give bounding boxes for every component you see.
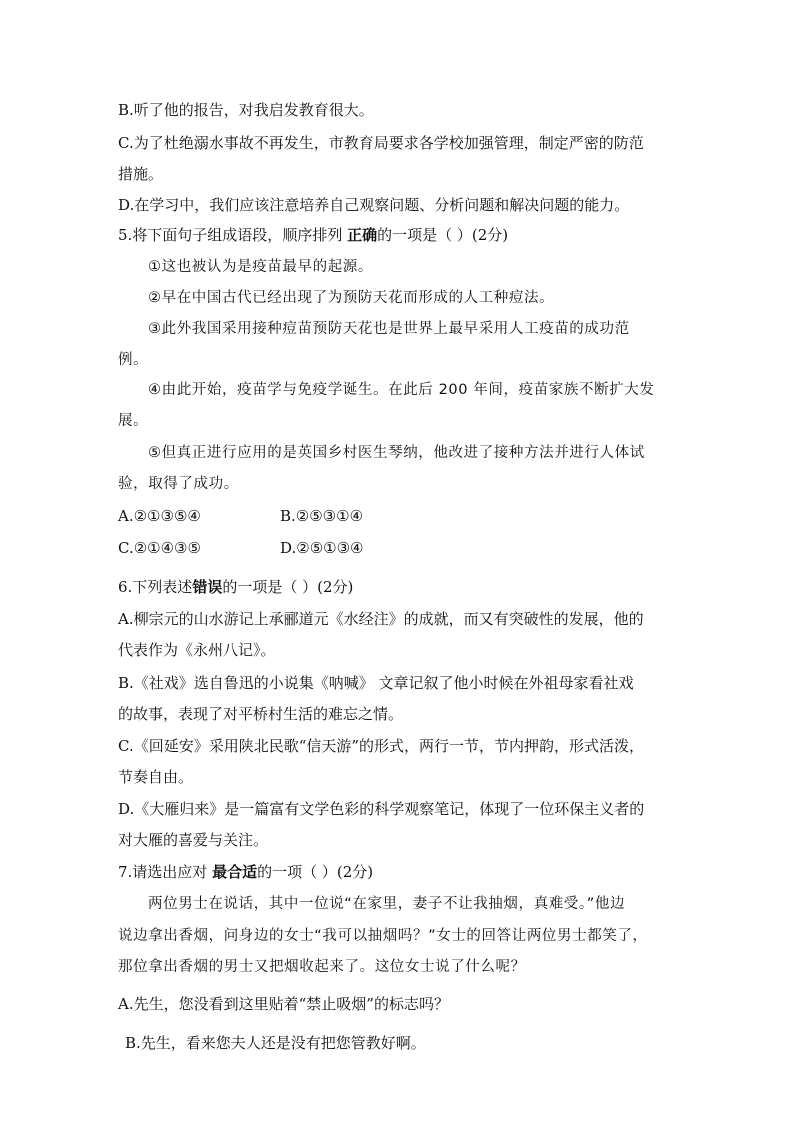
q6-option-c-line1: C.《回延安》采用陕北民歌“信天游”的形式，两行一节，节内押韵，形式活泼， (118, 737, 645, 755)
q4-option-d: D.在学习中，我们应该注意培养自己观察问题、分析问题和解决问题的能力。 (118, 196, 630, 214)
q5-stem-bold: 正确 (347, 226, 378, 244)
q5-sentence-2: ②早在中国古代已经出现了为预防天花而形成的人工种痘法。 (148, 290, 555, 306)
q6-option-a-line2: 代表作为《永州八记》。 (118, 641, 276, 659)
q5-sentence-4b: 展。 (118, 413, 149, 429)
q5-sentence-3b: 例。 (118, 352, 149, 368)
q5-sentence-3a: ③此外我国采用接种痘苗预防天花也是世界上最早采用人工疫苗的成功范 (148, 321, 630, 337)
q6-stem (118, 576, 353, 598)
q4-option-c-line1: C.为了杜绝溺水事故不再发生，市教育局要求各学校加强管理，制定严密的防范 (118, 134, 644, 152)
q4-option-c-line2: 措施。 (118, 165, 164, 183)
q7-stem-bold: 最合适 (212, 863, 258, 881)
q6-option-c-line2: 节奏自由。 (118, 768, 194, 786)
q7-passage-line2: 说边拿出香烟，问身边的女士“我可以抽烟吗？”女士的回答让两位男士都笑了， (118, 928, 648, 944)
q6-stem-post: 的一项是（ ）(2分) (222, 578, 354, 596)
q5-sentence-5a: ⑤但真正进行应用的是英国乡村医生琴纳，他改进了接种方法并进行人体试 (148, 445, 645, 461)
q7-stem (118, 861, 373, 883)
q7-passage-line1: 两位男士在说话，其中一位说“在家里，妻子不让我抽烟，真难受。”他边 (148, 896, 626, 912)
q7-stem-post: 的一项（ ）(2分) (257, 863, 374, 881)
q6-option-b-line2: 的故事，表现了对平桥村生活的难忘之情。 (118, 705, 404, 723)
q4-option-b: B.听了他的报告，对我启发教育很大。 (118, 101, 374, 119)
q5-sentence-1: ①这也被认为是疫苗最早的起源。 (148, 259, 373, 275)
q5-stem (118, 224, 508, 246)
q6-option-d-line1: D.《大雁归来》是一篇富有文学色彩的科学观察笔记，体现了一位环保主义者的 (118, 800, 645, 818)
q5-stem-post: 的一项是（ ）(2分) (377, 226, 509, 244)
q6-option-a-line1: A.柳宗元的山水游记上承郦道元《水经注》的成就，而又有突破性的发展，他的 (118, 610, 644, 628)
q5-stem-pre: 5.将下面句子组成语段，顺序排列 (118, 226, 348, 244)
q5-option-c: C.②①④③⑤ (118, 539, 201, 557)
q6-stem-bold: 错误 (192, 578, 223, 596)
q5-option-b: B.②⑤③①④ (280, 507, 364, 525)
q7-option-a: A.先生，您没看到这里贴着“禁止吸烟”的标志吗？ (118, 995, 449, 1013)
q6-option-b-line1: B.《社戏》选自鲁迅的小说集《呐喊》 文章记叙了他小时候在外祖母家看社戏 (118, 674, 634, 692)
q5-option-a: A.②①③⑤④ (118, 507, 201, 525)
q5-option-d: D.②⑤①③④ (280, 539, 364, 557)
q6-option-d-line2: 对大雁的喜爱与关注。 (118, 831, 269, 849)
q7-stem-pre: 7.请选出应对 (118, 863, 213, 881)
q7-passage-line3: 那位拿出香烟的男士又把烟收起来了。这位女士说了什么呢？ (118, 959, 526, 975)
q5-sentence-5b: 验，取得了成功。 (118, 476, 239, 492)
q7-option-b: B.先生，看来您夫人还是没有把您管教好啊。 (125, 1034, 426, 1052)
q6-stem-pre: 6.下列表述 (118, 578, 193, 596)
q5-sentence-4a: ④由此开始，疫苗学与免疫学诞生。在此后 200 年间，疫苗家族不断扩大发 (148, 382, 655, 398)
